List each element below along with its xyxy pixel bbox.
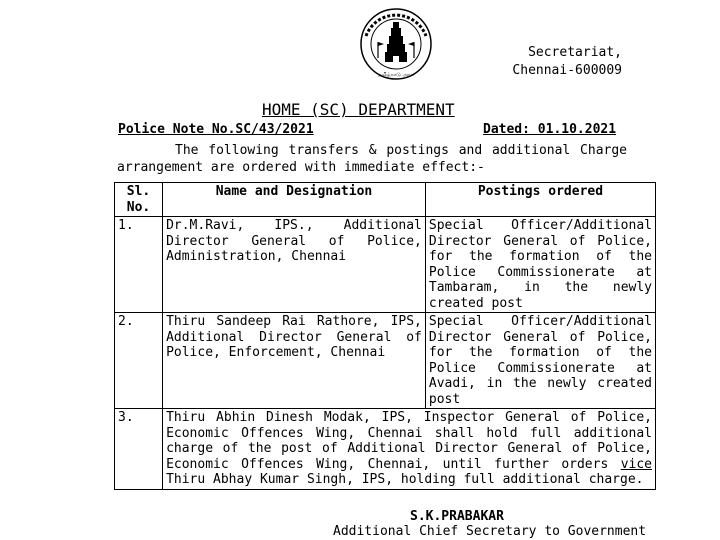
row-posting: Special Officer/Additional Director General of Police, for the formation of the Police Commissionerate at Tambaram, in the newly created post — [425, 217, 655, 313]
signatory-name: S.K.PRABAKAR — [410, 509, 504, 524]
police-note-number: Police Note No.SC/43/2021 — [118, 122, 314, 137]
address-block — [498, 44, 622, 80]
row-name: Thiru Sandeep Rai Rathore, IPS, Additional Director General of Police, Enforcement, Chennai — [163, 313, 426, 409]
department-title: HOME (SC) DEPARTMENT — [262, 100, 455, 119]
row-sl: 1. — [115, 217, 163, 313]
signatory-title: Additional Chief Secretary to Government — [333, 524, 647, 539]
tamil-nadu-emblem — [352, 6, 440, 82]
transfers-table — [114, 182, 656, 490]
header-sl-no: Sl. No. — [115, 183, 163, 217]
row-merged-text — [163, 409, 656, 490]
row-posting: Special Officer/Additional Director General of Police, for the formation of the Police Commissionerate at Avadi, in the newly created post — [425, 313, 655, 409]
header-postings: Postings ordered — [425, 183, 655, 217]
header-name-designation: Name and Designation — [163, 183, 426, 217]
address-line-1: Secretariat, — [528, 45, 622, 60]
table-row — [115, 217, 656, 313]
row-sl: 2. — [115, 313, 163, 409]
table-row — [115, 409, 656, 490]
row-sl: 3. — [115, 409, 163, 490]
row3-text-after: Thiru Abhay Kumar Singh, IPS, holding full additional charge. — [166, 472, 644, 487]
intro-line-2: arrangement are ordered with immediate effect:- — [117, 160, 485, 175]
intro-line-1: The following transfers & postings and additional Charge — [175, 143, 627, 158]
row3-text-before: Thiru Abhin Dinesh Modak, IPS, Inspector General of Police, Economic Offences Wing, Chennai shall hold full additional charge of the post of Additional Director General of Police, Economic Offences Wing, Chennai, until further orders — [166, 410, 652, 472]
row-name: Dr.M.Ravi, IPS., Additional Director General of Police, Administration, Chennai — [163, 217, 426, 313]
emblem-text: தமிழ்நாடு அரசு — [378, 72, 414, 78]
address-line-2: Chennai-600009 — [512, 63, 622, 78]
document-date: Dated: 01.10.2021 — [483, 122, 617, 137]
table-row — [115, 313, 656, 409]
table-header-row — [115, 183, 656, 217]
row3-vice: vice — [620, 456, 652, 472]
